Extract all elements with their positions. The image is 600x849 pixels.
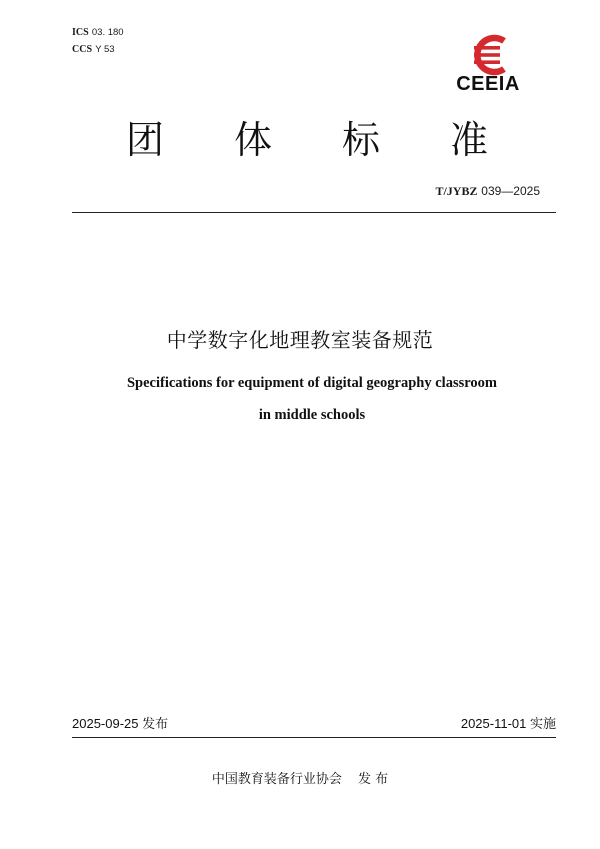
- english-title-line-1: Specifications for equipment of digital geography classroom: [126, 375, 497, 391]
- ics-label: ICS: [72, 27, 89, 38]
- implement-date: 2025-11-01 实施: [460, 716, 556, 731]
- standard-number-prefix: T/JYBZ: [435, 184, 478, 198]
- ccs-label: CCS: [72, 44, 93, 55]
- standard-type-heading: [126, 117, 488, 163]
- publish-date: 2025-09-25 发布: [72, 716, 169, 731]
- ccs-value: Y 53: [95, 44, 115, 55]
- issuer-line: [0, 771, 600, 789]
- chinese-title: 中学数字化地理教室装备规范: [166, 328, 434, 352]
- standard-number-value: 039—2025: [481, 184, 540, 198]
- standard-type-char: 标: [341, 118, 380, 162]
- standard-type-char: 体: [233, 118, 272, 162]
- standard-type-char: 准: [449, 118, 488, 162]
- issuer-organization: 中国教育装备行业协会: [211, 772, 342, 787]
- bottom-divider: [72, 737, 556, 738]
- standard-type-char: 团: [126, 118, 165, 162]
- standard-number: [435, 184, 540, 199]
- english-title-line-2: in middle schools: [258, 407, 366, 423]
- top-divider: [72, 212, 556, 213]
- ccs-code: [72, 44, 115, 56]
- ics-value: 03. 180: [91, 27, 124, 38]
- issuer-action: 发 布: [357, 772, 389, 787]
- logo-text: CEEIA: [456, 73, 520, 95]
- ics-code: [72, 27, 124, 39]
